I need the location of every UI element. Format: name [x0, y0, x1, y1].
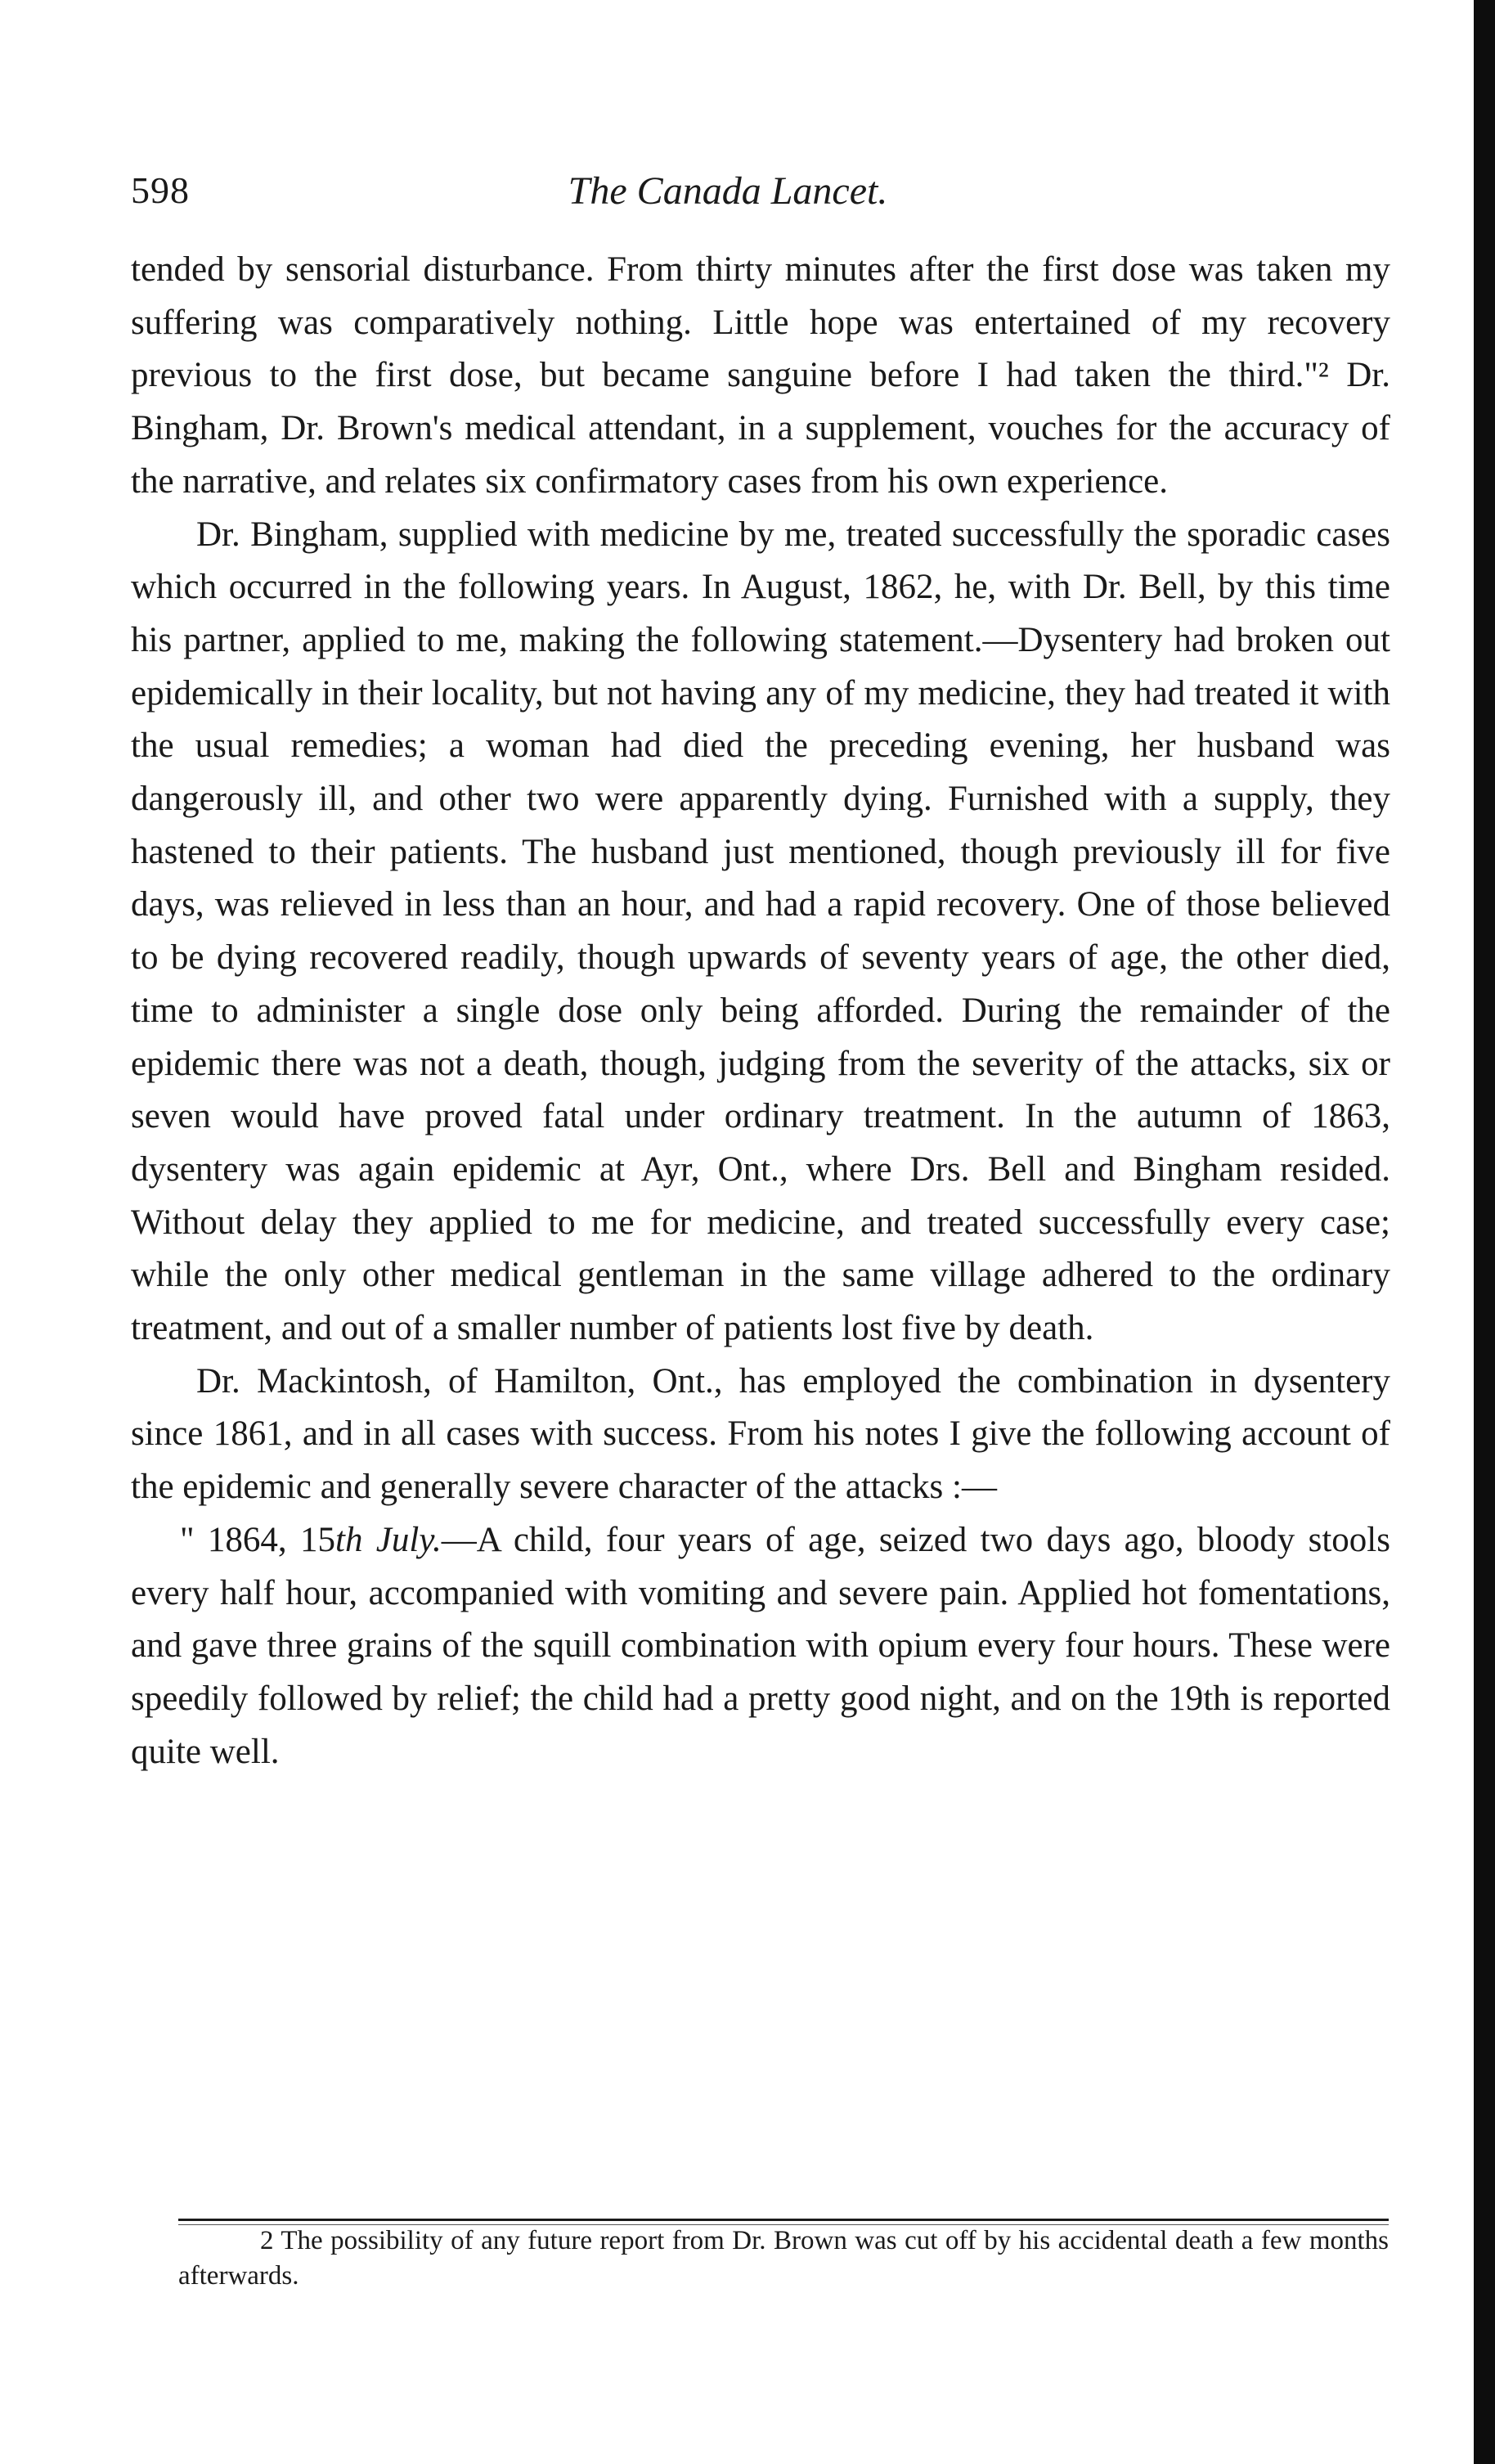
body-text	[131, 244, 1390, 1778]
running-title: The Canada Lancet.	[568, 169, 888, 213]
footnote-divider	[178, 2219, 1389, 2221]
page-edge-shadow	[1474, 0, 1495, 2464]
footnote: 2 The possibility of any future report from Dr. Brown was cut off by his accidental death a few months afterwards.	[178, 2226, 1389, 2291]
page-number: 598	[131, 169, 190, 211]
paragraph-2: Dr. Bingham, supplied with medicine by me, treated successfully the sporadic cases which occurred in the following years. In August, 1862, he, with Dr. Bell, by this time his partner, applied to me, making the following statement.—Dysentery had broken out epidemically in their locality, but not having any of my medicine, they had treated it with the usual remedies; a woman had died the preceding evening, her husband was dangerously ill, and other two were apparently dying. Furnished with a supply, they hastened to their patients. The husband just mentioned, though previously ill for five days, was relieved in less than an hour, and had a rapid recovery. One of those believed to be dying recovered readily, though upwards of seventy years of age, the other died, time to administer a single dose only being afforded. During the remainder of the epidemic there was not a death, though, judging from the severity of the attacks, six or seven would have proved fatal under ordinary treatment. In the autumn of 1863, dysentery was again epidemic at Ayr, Ont., where Drs. Bell and Bingham resided. Without delay they applied to me for medicine, and treated successfully every case; while the only other medical gentleman in the same village adhered to the ordinary treatment, and out of a smaller number of patients lost five by death.	[131, 515, 1390, 1348]
paragraph-3: Dr. Mackintosh, of Hamilton, Ont., has employed the combination in dysentery since 1861, and in all cases with success. From his notes I give the following account of the epidemic and generally severe character of the attacks :—	[131, 1361, 1390, 1507]
page-header	[131, 164, 1407, 221]
quote-text: —A child, four years of age, seized two days ago, bloody stools every half hour, accompanied with vomiting and severe pain. Applied hot fomentations, and gave three grains of the squill combination with opium every four hours. These were speedily followed by relief; the child had a pretty good night, and on the 19th is reported quite well.	[131, 1520, 1390, 1771]
quoted-case-note	[131, 1514, 1390, 1779]
quote-date-italic: th July.	[335, 1520, 442, 1559]
paragraph-1: tended by sensorial disturbance. From thirty minutes after the first dose was taken my suffering was comparatively nothing. Little hope was entertained of my recovery previous to the first dose, but became sanguine before I had taken the third."² Dr. Bingham, Dr. Brown's medical attendant, in a supplement, vouches for the accuracy of the narrative, and relates six confirmatory cases from his own experience.	[131, 250, 1390, 501]
quote-date-prefix: " 1864, 15	[180, 1520, 335, 1559]
